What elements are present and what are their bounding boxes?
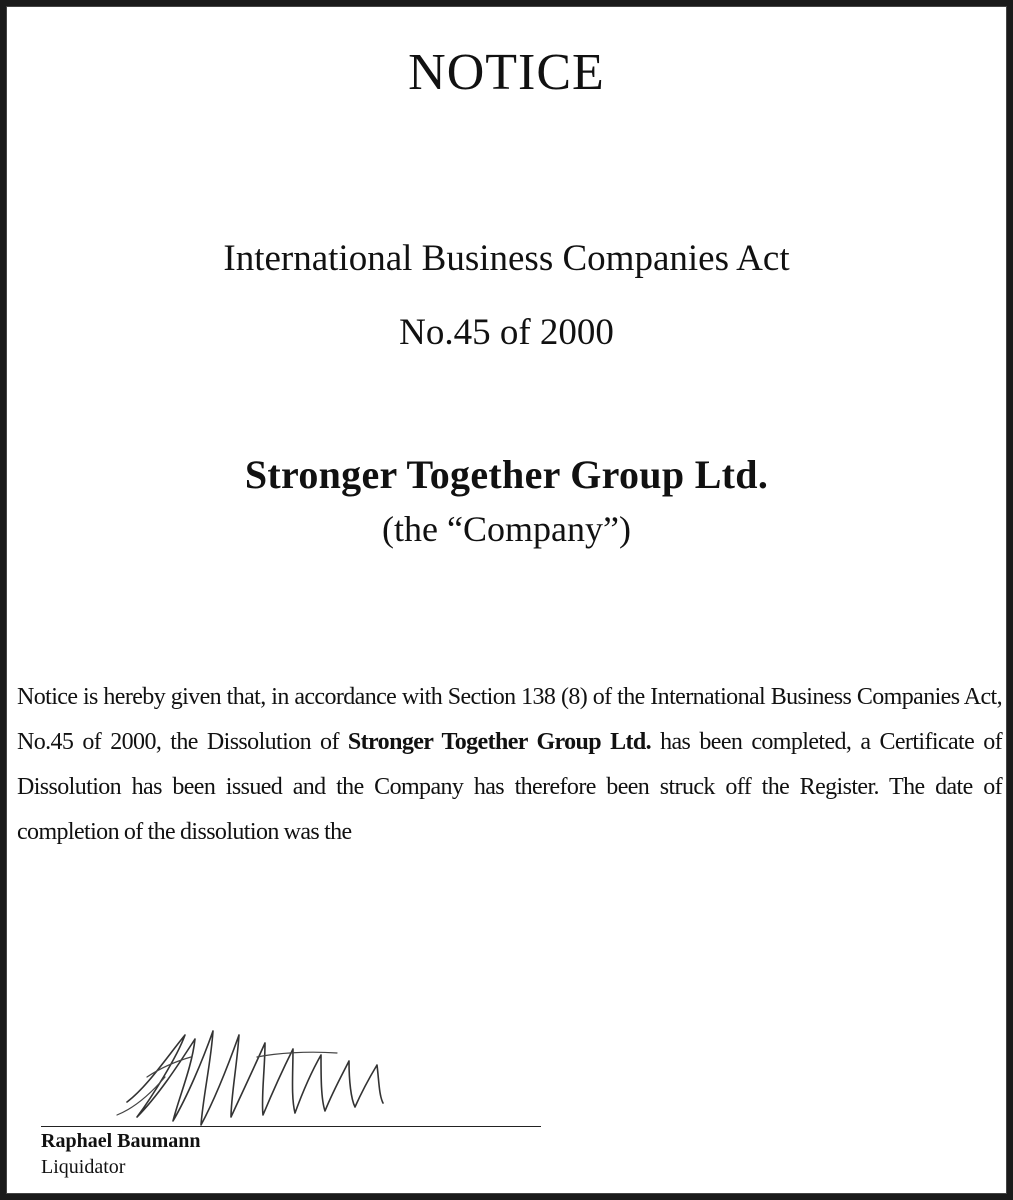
signatory-name: Raphael Baumann xyxy=(41,1130,201,1152)
signature-image xyxy=(107,1017,397,1132)
notice-body xyxy=(17,675,1002,855)
act-number: No.45 of 2000 xyxy=(399,312,614,353)
act-name: International Business Companies Act xyxy=(223,238,790,279)
notice-document xyxy=(6,6,1007,1194)
signatory-role: Liquidator xyxy=(41,1156,126,1178)
signature-line xyxy=(41,1126,541,1127)
notice-title: NOTICE xyxy=(408,44,605,101)
company-alias: (the “Company”) xyxy=(382,509,631,549)
notice-body-part2: has been completed, a Certificate of Dissolution has been issued and the Company has therefore been struck off the Register. The date of completion of the dissolution was the xyxy=(17,729,1002,845)
notice-body-company: Stronger Together Group Ltd. xyxy=(347,729,652,755)
company-name: Stronger Together Group Ltd. xyxy=(244,452,769,497)
notice-body-part1: Notice is hereby given that, in accordance with Section 138 (8) of the International Business Companies Act, No.45 of 2000, the Dissolution of xyxy=(17,684,1002,755)
